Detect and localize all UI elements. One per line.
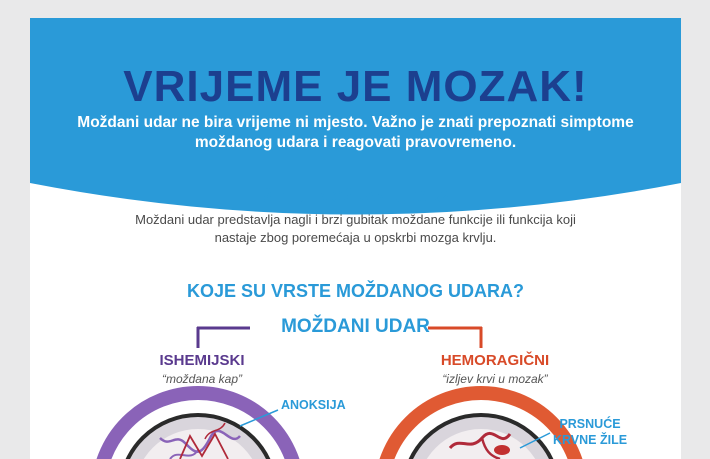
hemorrhagic-type-subtitle: “izljev krvi u mozak” [442,372,548,386]
hemorrhagic-type-name: HEMORAGIČNI [440,352,550,369]
prsnuce-callout: PRSNUĆE KRVNE ŽILE [552,417,628,447]
infographic-sheet [30,18,681,459]
anoksija-callout: ANOKSIJA [281,398,346,412]
types-question: KOJE SU VRSTE MOŽDANOG UDARA? [186,281,525,301]
stroke-types-diagram [30,18,681,459]
definition-question: ŠTA JE MOŽDANI UDAR? [261,189,450,206]
definition-text: Moždani udar predstavlja nagli i brzi gubitak moždane funkcije ili funkcija koji nastaje zbog poremećaja u opskrbi mozga krvlju. [135,212,576,245]
page-subtitle: Moždani udar ne bira vrijeme ni mjesto. Važno je znati prepoznati simptome moždanog udara i reagovati pravovremeno. [77,114,634,151]
ischemic-brain-illustration [98,393,298,459]
stroke-root-label: MOŽDANI UDAR [281,316,430,337]
ischemic-type-subtitle: “moždana kap” [161,372,243,386]
page-title: VRIJEME JE MOZAK! [123,62,588,111]
ischemic-type-name: ISHEMIJSKI [159,352,245,369]
